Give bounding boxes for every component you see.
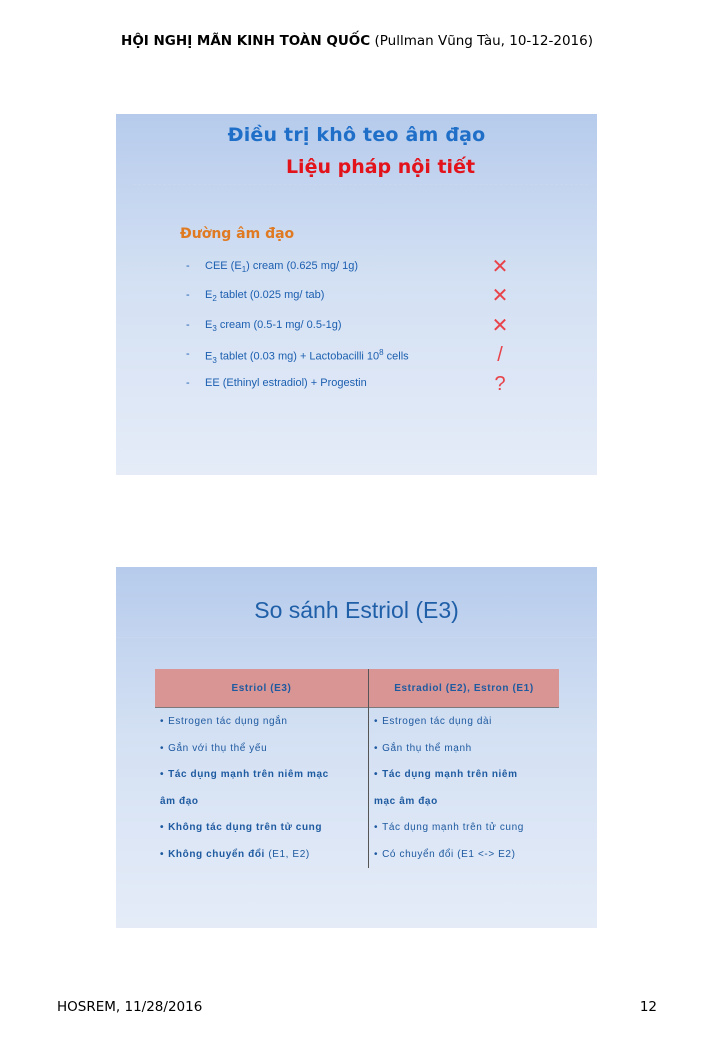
dash-bullet: - [186,289,190,302]
bullet-icon: • [160,716,165,727]
bullet-icon: • [160,769,165,780]
dash-bullet: - [186,377,190,390]
list-item [186,289,516,318]
cross-mark-icon: ✕ [491,314,509,337]
column-header-estriol: Estriol (E3) [155,669,369,708]
bullet-icon: • [374,742,379,754]
conference-venue: (Pullman Vũng Tàu, 10-12-2016) [370,33,593,49]
table-cell-item: • Gắn thụ thể mạnh [374,742,472,754]
slide-title: So sánh Estriol (E3) [254,597,459,623]
item-text: $E_3$ tablet (0.03 mg) + Lactobacilli $10^8$ cells [205,347,409,365]
bullet-icon: • [160,822,165,833]
conference-name: HỘI NGHỊ MÃN KINH TOÀN QUỐC [121,33,371,49]
item-text: EE (Ethinyl estradiol) + Progestin [205,377,367,390]
list-item [186,377,516,406]
page-number: 12 [639,999,657,1015]
slide-title: Điều trị khô teo âm đạo [227,124,486,146]
dash-bullet: - [186,260,190,272]
list-item [186,348,516,377]
evaluation-marks [485,255,515,401]
table-cell-item: • Không tác dụng trên tử cung [160,822,323,833]
dash-bullet: - [186,347,190,360]
table-cell-item: • Estrogen tác dụng dài [374,716,492,727]
slide-estriol-comparison [116,567,597,928]
dash-bullet: - [186,318,190,331]
table-cell-continuation: mạc âm đạo [374,795,438,807]
table-cell-continuation: âm đạo [160,795,199,807]
footer-source-date: HOSREM, 11/28/2016 [57,999,203,1015]
item-text: $E_3$ cream (0.5-1 mg/ 0.5-1g) [205,318,342,333]
table-cell-item: • Gắn với thụ thể yếu [160,742,268,754]
table-cell-item: • Tác dụng mạnh trên niêm mạc [160,769,329,780]
bullet-icon: • [374,716,379,727]
check-slash-icon: / [497,343,503,366]
comparison-table [155,669,559,868]
estradiol-properties [369,709,560,868]
list-item [186,260,516,289]
section-heading: Đường âm đạo [180,226,295,242]
list-item [186,319,516,348]
slide-subtitle: Liệu pháp nội tiết [285,156,476,178]
treatment-list [186,260,516,406]
bullet-icon: • [374,822,379,833]
question-mark-icon: ? [494,373,506,396]
bullet-icon: • [160,848,165,860]
table-cell-item: • Tác dụng mạnh trên niêm [374,769,518,780]
table-cell-item: • Tác dụng mạnh trên tử cung [374,822,524,833]
item-text: CEE $(E_1)$ cream (0.625 mg/ 1g) [205,260,359,275]
page-header [0,33,714,49]
table-cell-item: • Có chuyển đổi (E1 <-> E2) [374,848,516,860]
title-divider [133,184,588,185]
title-divider [116,637,597,638]
bullet-icon: • [160,742,165,754]
table-cell-item: • Estrogen tác dụng ngắn [160,716,288,727]
bullet-icon: • [374,769,379,780]
bullet-icon: • [374,848,379,860]
cross-mark-icon: ✕ [491,256,509,278]
slide-vaginal-atrophy-treatment [116,114,597,475]
cross-mark-icon: ✕ [491,285,509,308]
item-text: $E_2$ tablet (0.025 mg/ tab) [205,289,325,304]
table-cell-item: • Không chuyển đổi (E1, E2) [160,848,310,860]
column-header-estradiol-estron: Estradiol (E2), Estron (E1) [369,669,560,708]
estriol-properties [155,709,369,868]
